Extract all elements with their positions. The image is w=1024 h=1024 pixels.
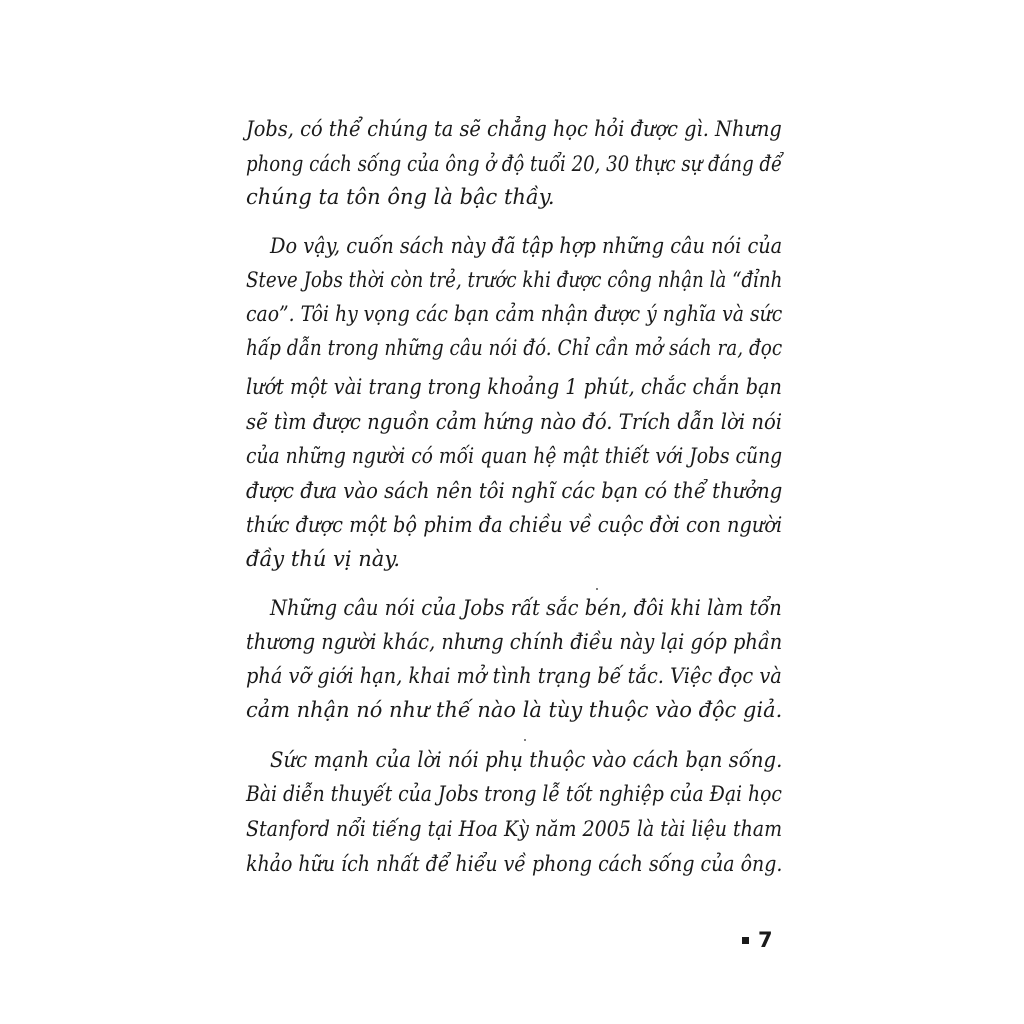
text-line: Bài diễn thuyết của Jobs trong lễ tốt nghiệp của Đại học xyxy=(246,782,782,806)
text-line: Những câu nói của Jobs rất sắc bén, đôi khi làm tổn xyxy=(270,596,782,620)
text-line: cảm nhận nó như thế nào là tùy thuộc vào độc giả. xyxy=(246,698,783,722)
text-line: của những người có mối quan hệ mật thiết với Jobs cũng xyxy=(246,444,783,468)
text-line: lướt một vài trang trong khoảng 1 phút, chắc chắn bạn xyxy=(246,375,782,399)
page-number xyxy=(742,926,773,954)
text-line: cao”. Tôi hy vọng các bạn cảm nhận được ý nghĩa và sức xyxy=(246,302,783,326)
text-line: chúng ta tôn ông là bậc thầy. xyxy=(246,185,555,209)
print-speck xyxy=(524,739,526,741)
text-line: Stanford nổi tiếng tại Hoa Kỳ năm 2005 là tài liệu tham xyxy=(246,817,783,841)
page-number-label: 7 xyxy=(758,928,773,952)
text-line: thức được một bộ phim đa chiều về cuộc đời con người xyxy=(246,513,783,537)
text-line: hấp dẫn trong những câu nói đó. Chỉ cần mở sách ra, đọc xyxy=(246,336,783,360)
text-line: Do vậy, cuốn sách này đã tập hợp những câu nói của xyxy=(270,234,783,258)
text-line: đầy thú vị này. xyxy=(246,547,401,571)
text-line: phong cách sống của ông ở độ tuổi 20, 30 thực sự đáng để xyxy=(246,152,783,176)
text-line: sẽ tìm được nguồn cảm hứng nào đó. Trích dẫn lời nói xyxy=(246,410,783,434)
text-line: Steve Jobs thời còn trẻ, trước khi được công nhận là “đỉnh xyxy=(246,268,783,292)
text-line: Sức mạnh của lời nói phụ thuộc vào cách bạn sống. xyxy=(270,748,783,772)
text-line: phá vỡ giới hạn, khai mở tình trạng bế tắc. Việc đọc và xyxy=(246,664,782,688)
text-line: được đưa vào sách nên tôi nghĩ các bạn có thể thưởng xyxy=(246,479,783,503)
text-line: thương người khác, nhưng chính điều này lại góp phần xyxy=(246,630,783,654)
print-speck xyxy=(596,588,598,590)
bullet-square-icon xyxy=(742,937,749,944)
text-line: khảo hữu ích nhất để hiểu về phong cách sống của ông. xyxy=(246,852,783,876)
text-line: Jobs, có thể chúng ta sẽ chẳng học hỏi được gì. Nhưng xyxy=(246,117,782,141)
